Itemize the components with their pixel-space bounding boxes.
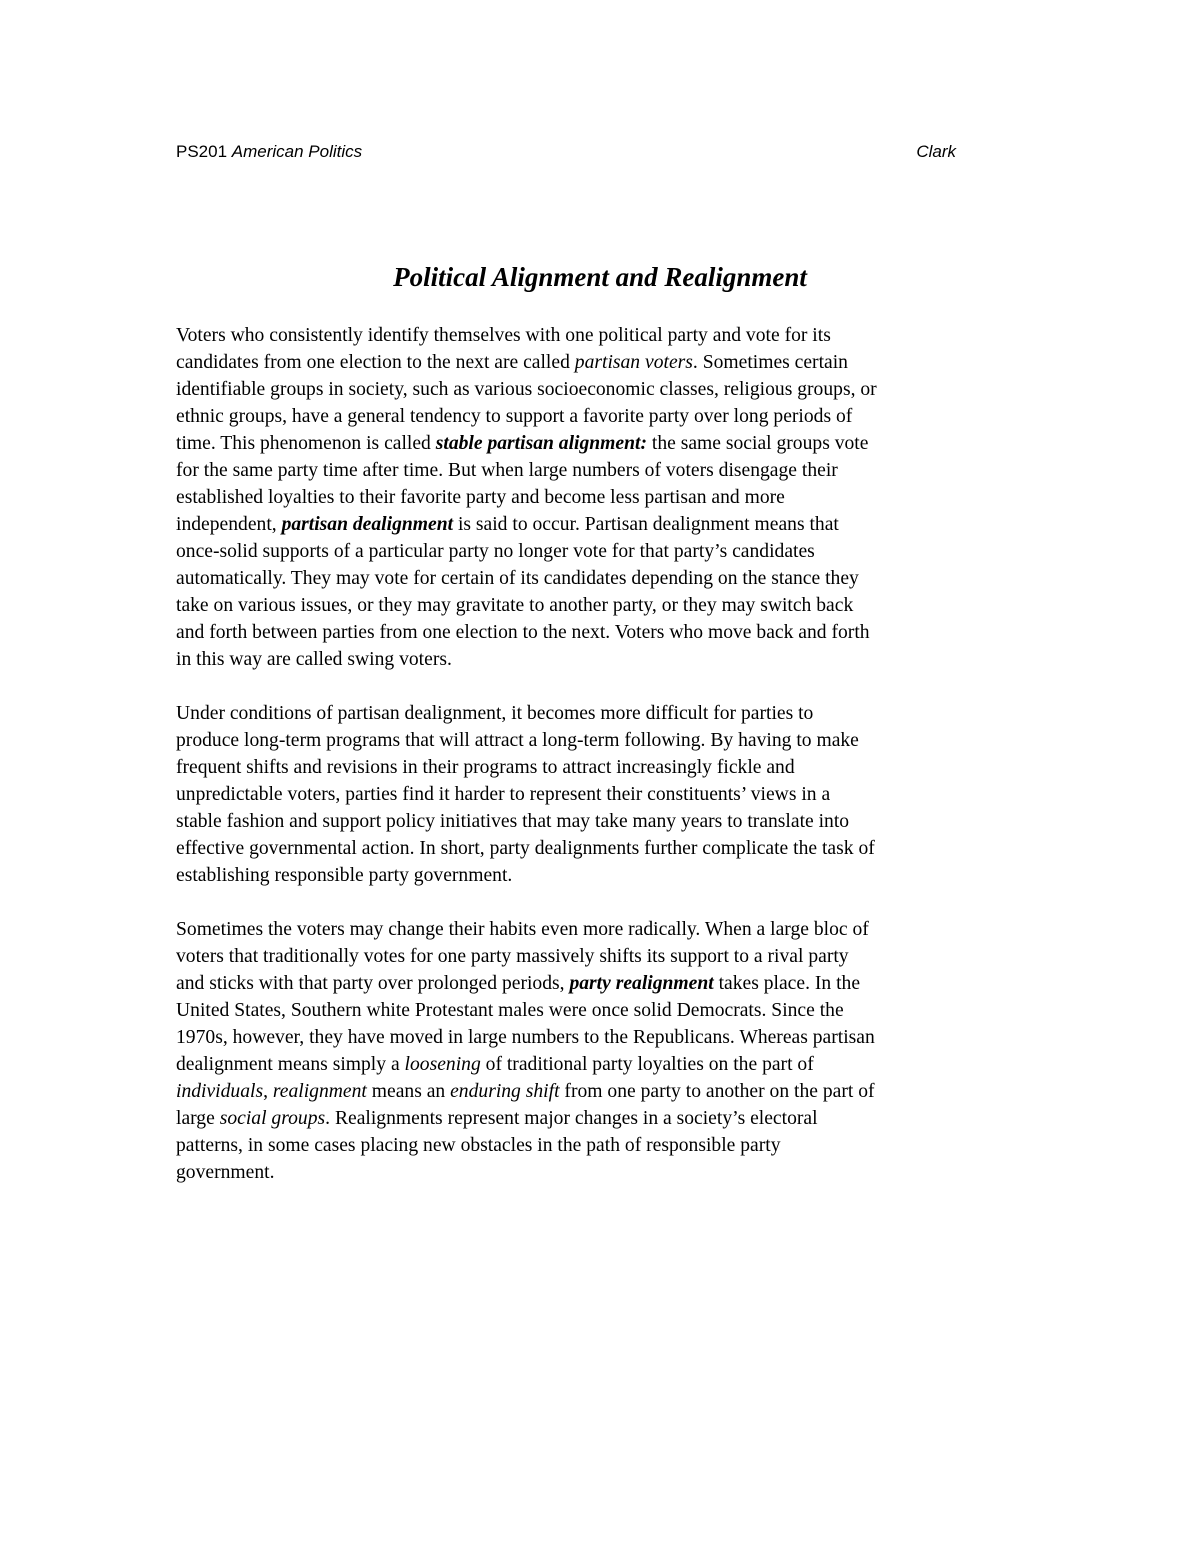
- text-line: [176, 781, 1036, 808]
- text-run: produce long-term programs that will attract a long-term following. By having to make: [176, 730, 859, 751]
- text-line: [176, 403, 1036, 430]
- text-run: dealignment means simply a: [176, 1054, 405, 1075]
- text-run: establishing responsible party government.: [176, 865, 513, 886]
- text-line: [176, 1051, 1036, 1078]
- text-line: [176, 1159, 1036, 1186]
- text-line: [176, 349, 1036, 376]
- text-run: . Sometimes certain: [692, 352, 848, 373]
- emphasized-term: party realignment: [569, 973, 714, 994]
- text-run: large: [176, 1108, 220, 1129]
- text-run: independent,: [176, 514, 282, 535]
- text-line: [176, 430, 1036, 457]
- header-author: Clark: [916, 142, 956, 161]
- emphasized-term: partisan voters: [574, 352, 693, 373]
- text-run: Sometimes the voters may change their habits even more radically. When a large bloc of: [176, 919, 869, 940]
- text-run: takes place. In the: [713, 973, 861, 994]
- text-line: [176, 484, 1036, 511]
- document-body: [176, 322, 1036, 1213]
- text-run: in this way are called swing voters.: [176, 649, 452, 670]
- text-line: [176, 835, 1036, 862]
- text-run: Voters who consistently identify themselves with one political party and vote for its: [176, 325, 831, 346]
- text-line: [176, 997, 1036, 1024]
- text-run: United States, Southern white Protestant males were once solid Democrats. Since the: [176, 1000, 844, 1021]
- text-run: unpredictable voters, parties find it harder to represent their constituents’ views in a: [176, 784, 831, 805]
- text-line: [176, 619, 1036, 646]
- text-line: [176, 1132, 1036, 1159]
- text-line: [176, 511, 1036, 538]
- header-course: [176, 142, 362, 162]
- text-line: [176, 322, 1036, 349]
- text-run: take on various issues, or they may gravitate to another party, or they may switch back: [176, 595, 854, 616]
- paragraph-1: [176, 322, 1036, 673]
- text-run: frequent shifts and revisions in their programs to attract increasingly fickle and: [176, 757, 795, 778]
- text-run: voters that traditionally votes for one party massively shifts its support to a rival party: [176, 946, 849, 967]
- text-run: and sticks with that party over prolonged periods,: [176, 973, 570, 994]
- course-title: American Politics: [231, 142, 363, 161]
- emphasized-term: realignment: [272, 1081, 367, 1102]
- text-run: government.: [176, 1162, 275, 1183]
- text-line: [176, 1024, 1036, 1051]
- text-run: identifiable groups in society, such as various socioeconomic classes, religious groups, or: [176, 379, 877, 400]
- text-line: [176, 943, 1036, 970]
- text-line: [176, 700, 1036, 727]
- emphasized-term: enduring shift: [450, 1081, 560, 1102]
- text-line: [176, 457, 1036, 484]
- text-run: patterns, in some cases placing new obstacles in the path of responsible party: [176, 1135, 781, 1156]
- text-run: . Realignments represent major changes in a society’s electoral: [325, 1108, 818, 1129]
- text-run: of traditional party loyalties on the part of: [480, 1054, 814, 1075]
- text-line: [176, 916, 1036, 943]
- text-run: stable fashion and support policy initiatives that may take many years to translate into: [176, 811, 850, 832]
- text-run: automatically. They may vote for certain of its candidates depending on the stance they: [176, 568, 859, 589]
- text-line: [176, 1078, 1036, 1105]
- text-run: once-solid supports of a particular party no longer vote for that party’s candidates: [176, 541, 815, 562]
- text-run: ethnic groups, have a general tendency to support a favorite party over long periods of: [176, 406, 853, 427]
- text-line: [176, 646, 1036, 673]
- emphasized-term: individuals: [176, 1081, 264, 1102]
- emphasized-term: stable partisan alignment:: [435, 433, 647, 454]
- text-run: established loyalties to their favorite party and become less partisan and more: [176, 487, 785, 508]
- text-run: and forth between parties from one election to the next. Voters who move back and forth: [176, 622, 870, 643]
- text-run: the same social groups vote: [646, 433, 869, 454]
- text-run: means an: [366, 1081, 451, 1102]
- text-run: 1970s, however, they have moved in large numbers to the Republicans. Whereas partisan: [176, 1027, 875, 1048]
- text-run: candidates from one election to the next are called: [176, 352, 575, 373]
- text-line: [176, 376, 1036, 403]
- text-run: time. This phenomenon is called: [176, 433, 436, 454]
- text-run: ,: [263, 1081, 273, 1102]
- course-code: PS201: [176, 142, 228, 161]
- text-run: is said to occur. Partisan dealignment means that: [453, 514, 839, 535]
- paragraph-3: [176, 916, 1036, 1186]
- text-line: [176, 970, 1036, 997]
- text-line: [176, 592, 1036, 619]
- paragraph-2: [176, 700, 1036, 889]
- text-line: [176, 862, 1036, 889]
- text-line: [176, 808, 1036, 835]
- text-run: for the same party time after time. But when large numbers of voters disengage their: [176, 460, 838, 481]
- text-line: [176, 1105, 1036, 1132]
- text-line: [176, 727, 1036, 754]
- emphasized-term: social groups: [219, 1108, 326, 1129]
- emphasized-term: partisan dealignment: [281, 514, 454, 535]
- text-run: effective governmental action. In short, party dealignments further complicate the task of: [176, 838, 875, 859]
- text-line: [176, 565, 1036, 592]
- page-header: [176, 142, 956, 168]
- text-run: Under conditions of partisan dealignment, it becomes more difficult for parties to: [176, 703, 814, 724]
- text-line: [176, 538, 1036, 565]
- text-line: [176, 754, 1036, 781]
- text-run: from one party to another on the part of: [559, 1081, 875, 1102]
- emphasized-term: loosening: [404, 1054, 481, 1075]
- document-title: Political Alignment and Realignment: [393, 262, 807, 292]
